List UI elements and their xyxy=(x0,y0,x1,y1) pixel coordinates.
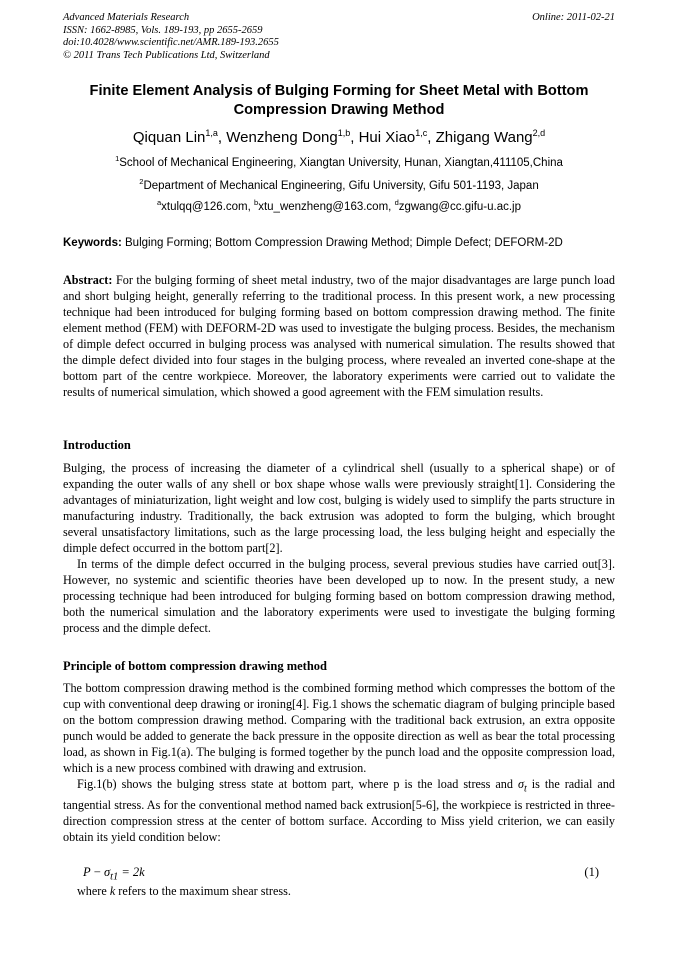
author-name: Zhigang Wang xyxy=(435,129,533,146)
equation-rhs: = 2k xyxy=(121,865,145,879)
principle-heading: Principle of bottom compression drawing method xyxy=(63,659,327,673)
where-line xyxy=(77,883,617,899)
principle-paragraph-1: The bottom compression drawing method is the combined forming method which compresses the bottom of the cup with conventional deep drawing or ironing[4]. Fig.1 shows the schematic diagram of bulging principle based on the bottom compression drawing method. Comparing with the traditional back extrusion, an extra opposite punch would be added to generate the back pressure in the opposite direction as well as bear the total processing load, as shown in Fig.1(a). The bulging is formed together by the punch load and the opposite compression load, which is a new process combined with drawing and extrusion. xyxy=(63,681,615,775)
email-link[interactable]: xtu_wenzheng@163.com, xyxy=(258,201,392,213)
principle-paragraph-2-text-a: Fig.1(b) shows the bulging stress state at bottom part, where p is the load stress and xyxy=(77,777,513,791)
email-superscript: d xyxy=(394,198,399,207)
introduction-body xyxy=(63,460,615,636)
author-name: Qiquan Lin xyxy=(132,129,206,146)
affiliation-superscript: 2 xyxy=(139,177,144,186)
paper-title xyxy=(63,82,615,119)
keywords-text: Bulging Forming; Bottom Compression Drawing Method; Dimple Defect; DEFORM-2D xyxy=(125,237,563,249)
equation-sigma: σ xyxy=(103,865,111,879)
title-line-2: Compression Drawing Method xyxy=(233,101,445,118)
abstract-label: Abstract: xyxy=(63,273,113,287)
journal-name: Advanced Materials Research xyxy=(63,12,190,23)
affiliation-2 xyxy=(63,179,615,193)
author-name: Wenzheng Dong xyxy=(226,129,338,146)
where-symbol: k xyxy=(109,884,116,898)
where-prefix: where xyxy=(77,884,107,898)
doi-line: doi:10.4028/www.scientific.net/AMR.189-193.2655 xyxy=(63,37,279,48)
where-suffix: refers to the maximum shear stress. xyxy=(118,884,291,898)
author-name: Hui Xiao xyxy=(358,129,416,146)
affiliation-1 xyxy=(63,156,615,170)
sigma-symbol: σ xyxy=(517,777,524,791)
email-line xyxy=(63,200,615,214)
author-list: Qiquan Lin$^{1,a}$, Wenzheng Dong$^{1,b}$, Hui Xiao$^{1,c}$, Zhigang Wang$^{2,d}$ xyxy=(132,128,546,146)
equation-minus: − xyxy=(93,865,101,879)
title-line-1: Finite Element Analysis of Bulging Forming for Sheet Metal with Bottom xyxy=(89,83,589,99)
author-superscript: 2,d xyxy=(532,128,546,138)
email-superscript: a xyxy=(156,198,162,207)
keywords xyxy=(63,236,615,250)
affiliation-text: School of Mechanical Engineering, Xiangtan University, Hunan, Xiangtan,411105,China xyxy=(119,157,563,169)
affiliation-text: Department of Mechanical Engineering, Gifu University, Gifu 501-1193, Japan xyxy=(143,180,539,192)
principle-body xyxy=(63,680,615,845)
email-link[interactable]: zgwang@cc.gifu-u.ac.jp xyxy=(398,201,521,213)
introduction-paragraph-1: Bulging, the process of increasing the diameter of a cylindrical shell (usually to a spherical shape) or of expanding the outer walls of any shell or box shape whose walls were previously straight[1]. Considering the advantages of miniaturization, light weight and low cost, bulging is widely used to simplify the parts structure in manufacturing industry. Traditionally, the back extrusion was adopted to form the bulging, which brought several unsatisfactory limitations, such as the large processing load, the less bulging height and especially the dimple defect occurred in the bottom part[2]. xyxy=(63,461,615,555)
equation-number: (1) xyxy=(584,865,599,879)
introduction-heading: Introduction xyxy=(63,438,131,452)
email-superscript: b xyxy=(254,198,259,207)
email-link[interactable]: xtulqq@126.com, xyxy=(161,201,251,213)
keywords-label: Keywords: xyxy=(63,237,122,249)
principle-paragraph-2 xyxy=(63,776,615,845)
introduction-paragraph-2: In terms of the dimple defect occurred in the bulging process, several previous studies have carried out[3]. However, no systemic and scientific theories have been developed up to now. In the present study, a new processing technique had been introduced for bulging forming based on bottom compression drawing method, both the numerical simulation and the laboratory experiments were used to investigate the bulging forming process and the dimple defect. xyxy=(63,557,615,635)
abstract xyxy=(63,272,615,400)
author-superscript: 1,c xyxy=(415,128,428,138)
abstract-text: For the bulging forming of sheet metal industry, two of the major disadvantages are large punch load and short bulging height, generally referring to the traditional process. In this present work, a new processing technique had been introduced for bulging forming based on bottom compression drawing method. The finite element method (FEM) with DEFORM-2D was used to investigate the bulging process. Besides, the mechanism of dimple defect occurred in bulging process was analysed with numerical simulation. The results showed that the dimple defect divided into four stages in the bulging process, where revealed an inverted cone-shape at the bottom part of the centre workpiece. Moreover, the laboratory experiments were carried out to validate the results of numerical simulation, which showed a good agreement with the FEM simulation results. xyxy=(63,273,615,399)
author-superscript: 1,b xyxy=(337,128,351,138)
copyright-line: © 2011 Trans Tech Publications Ltd, Switzerland xyxy=(63,49,270,61)
issn-line: ISSN: 1662-8985, Vols. 189-193, pp 2655-2659 xyxy=(63,24,263,36)
author-superscript: 1,a xyxy=(205,128,218,138)
equation-subscript: t1 xyxy=(110,871,119,883)
equation-lhs: P xyxy=(83,865,91,879)
online-date: Online: 2011-02-21 xyxy=(532,12,615,23)
principle-paragraph-2-text-b: is the radial and tangential stress. As for the conventional method named back extrusion[5-6], the workpiece is restricted in three-direction compression stress at the center of bottom surface. According to Miss yield criterion, we can easily obtain its yield condition below: xyxy=(63,777,616,845)
journal-header xyxy=(63,12,615,62)
sigma-subscript: t xyxy=(523,783,527,795)
affiliation-superscript: 1 xyxy=(115,154,120,163)
